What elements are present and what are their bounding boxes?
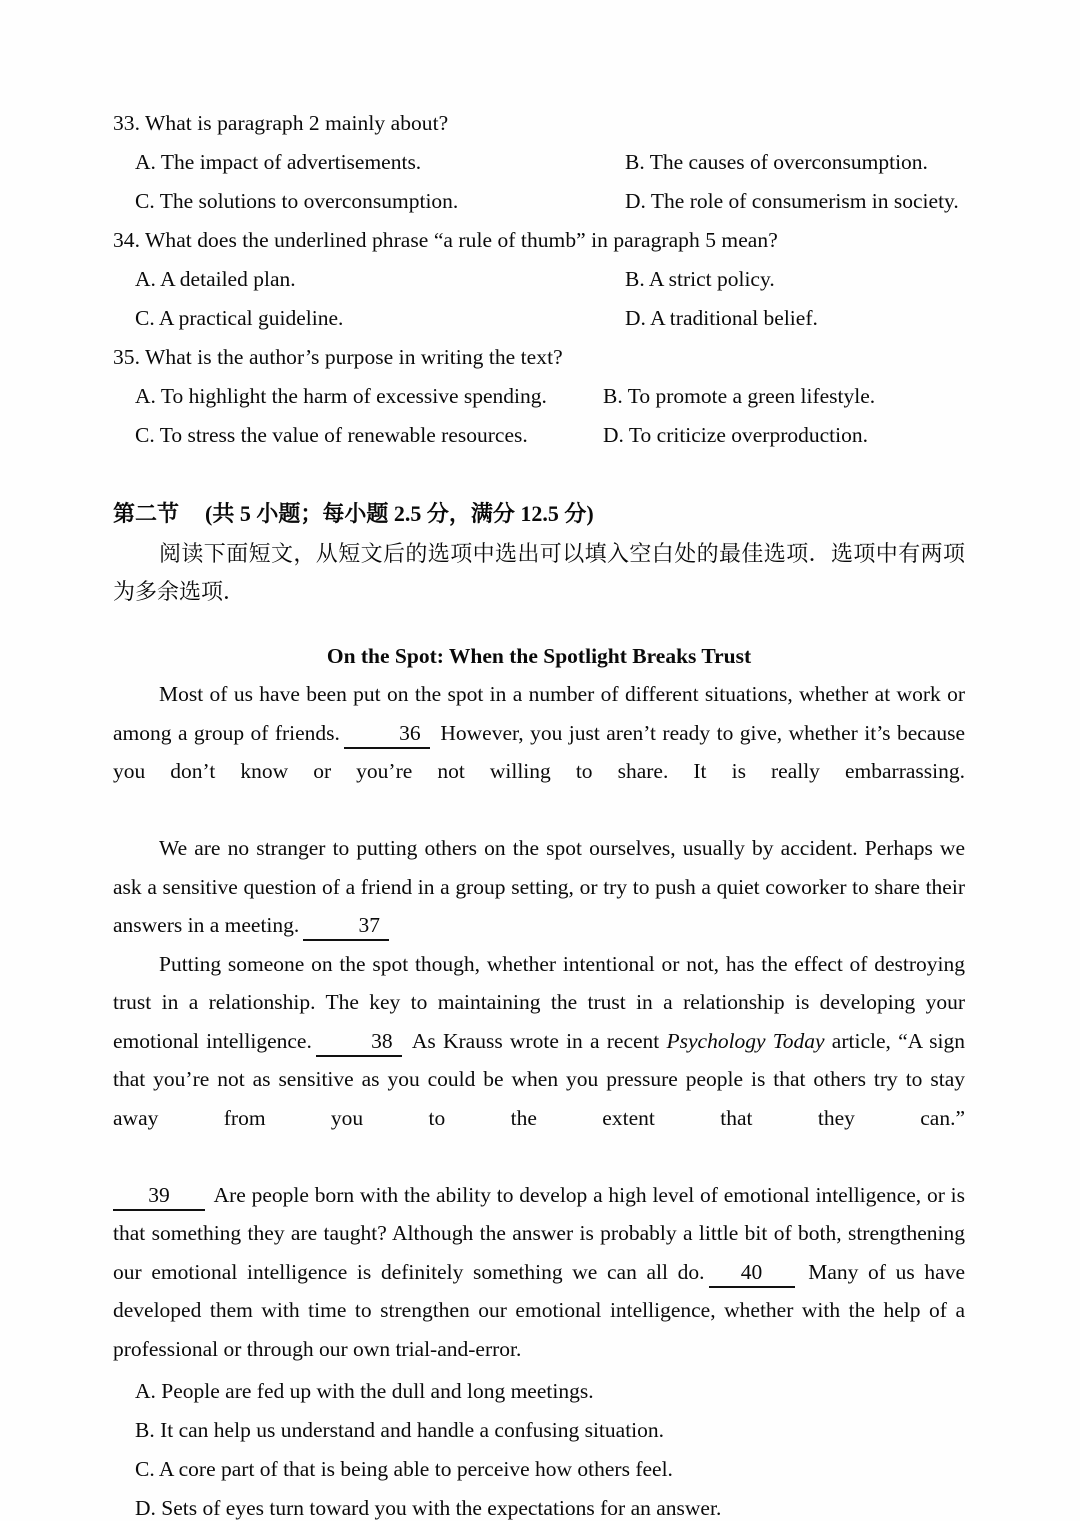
choice-item-b[interactable]: B. It can help us understand and handle a confusing situation. [135,1418,665,1442]
paragraph-2-text: We are no stranger to putting others on the spot ourselves, usually by accident. Perhaps we ask a sensitive question of a friend in a group setting, or try to push a quiet coworker to share their answers in a meeting. [113,836,965,937]
question-33-options-row-1 [113,143,965,182]
question-35-options-row-1 [113,377,965,416]
choice-item-d[interactable]: D. Sets of eyes turn toward you with the expectations for an answer. [135,1496,722,1520]
question-33-stem: 33. What is paragraph 2 mainly about? [113,111,449,135]
question-34-options-row-2 [113,299,965,338]
paragraph-4-text-part1: Are people born with the ability to develop a high level of emotional intelligence, or is that something they are taught? Although the answer is probably a little bit of both, strengthening our emotional intelligence is definitely something we can all do. [113,1182,965,1284]
section-instruction: 阅读下面短文，从短文后的选项中选出可以填入空白处的最佳选项．选项中有两项为多余选项． [113,541,965,604]
question-33 [113,104,965,221]
passage-paragraph-1 [113,675,965,829]
passage-paragraph-3 [113,945,965,1176]
question-33-option-b[interactable]: B. The causes of overconsumption. [625,150,928,174]
question-33-option-d[interactable]: D. The role of consumerism in society. [625,189,959,213]
section-scoring: (共 5 小题；每小题 2.5 分，满分 12.5 分) [205,501,594,526]
question-34-option-c[interactable]: C. A practical guideline. [135,306,344,330]
question-33-option-a[interactable]: A. The impact of advertisements. [135,150,422,174]
blank-40[interactable]: 40 [709,1258,795,1288]
paragraph-3-text-before-blank: Putting someone on the spot though, whether intentional or not, has the effect of destroying trust in a relationship. The key to maintaining the trust in a relationship is developing your emotional intelligence. [113,951,965,1053]
question-35-options-row-2 [113,416,965,455]
blank-37[interactable]: 37 [303,911,389,941]
question-35-stem: 35. What is the author’s purpose in writing the text? [113,345,563,369]
question-33-options-row-2 [113,182,965,221]
paragraph-3-quote: article, “A sign that you’re not as sensitive as you could be when you pressure people is that others try to stay away from you to the extent that they can.” [113,1028,966,1130]
choice-item-c[interactable]: C. A core part of that is being able to perceive how others feel. [135,1457,673,1481]
blank-36[interactable]: 36 [344,719,430,749]
paragraph-4-text-part2: Many of us have developed them with time to strengthen our emotional intelligence, whether with the help of a professional or through our own trial-and-error. [113,1259,965,1361]
paragraph-1-text-after-blank: However, you just aren’t ready to give, whether it’s because you don’t know or you’re not willing to share. It is really embarrassing. [113,720,966,783]
passage-title: On the Spot: When the Spotlight Breaks Trust [326,644,752,668]
question-34-option-a[interactable]: A. A detailed plan. [135,267,296,291]
paragraph-1-text-before-blank: Most of us have been put on the spot in a number of different situations, whether at work or among a group of friends. [113,682,965,745]
blank-38[interactable]: 38 [316,1027,402,1057]
question-34 [113,221,965,338]
magazine-name: Psychology Today [666,1028,825,1053]
question-35 [113,338,965,455]
passage-paragraph-4 [113,1176,965,1369]
blank-39[interactable]: 39 [113,1181,205,1211]
page-content [113,104,965,1528]
paragraph-3-text-after-blank: As Krauss wrote in a recent [411,1028,660,1053]
question-34-option-d[interactable]: D. A traditional belief. [625,306,818,330]
question-35-option-a[interactable]: A. To highlight the harm of excessive spending. [135,384,547,408]
passage-choice-list [113,1372,965,1528]
question-35-option-b[interactable]: B. To promote a green lifestyle. [603,384,876,408]
passage-paragraph-2 [113,829,965,945]
question-34-option-b[interactable]: B. A strict policy. [625,267,775,291]
section-label: 第二节 [113,501,180,526]
question-34-stem: 34. What does the underlined phrase “a rule of thumb” in paragraph 5 mean? [113,228,778,252]
question-34-options-row-1 [113,260,965,299]
question-35-option-c[interactable]: C. To stress the value of renewable resources. [135,423,528,447]
choice-item-a[interactable]: A. People are fed up with the dull and long meetings. [135,1379,594,1403]
question-33-option-c[interactable]: C. The solutions to overconsumption. [135,189,459,213]
section-heading [113,495,965,533]
question-35-option-d[interactable]: D. To criticize overproduction. [603,423,868,447]
